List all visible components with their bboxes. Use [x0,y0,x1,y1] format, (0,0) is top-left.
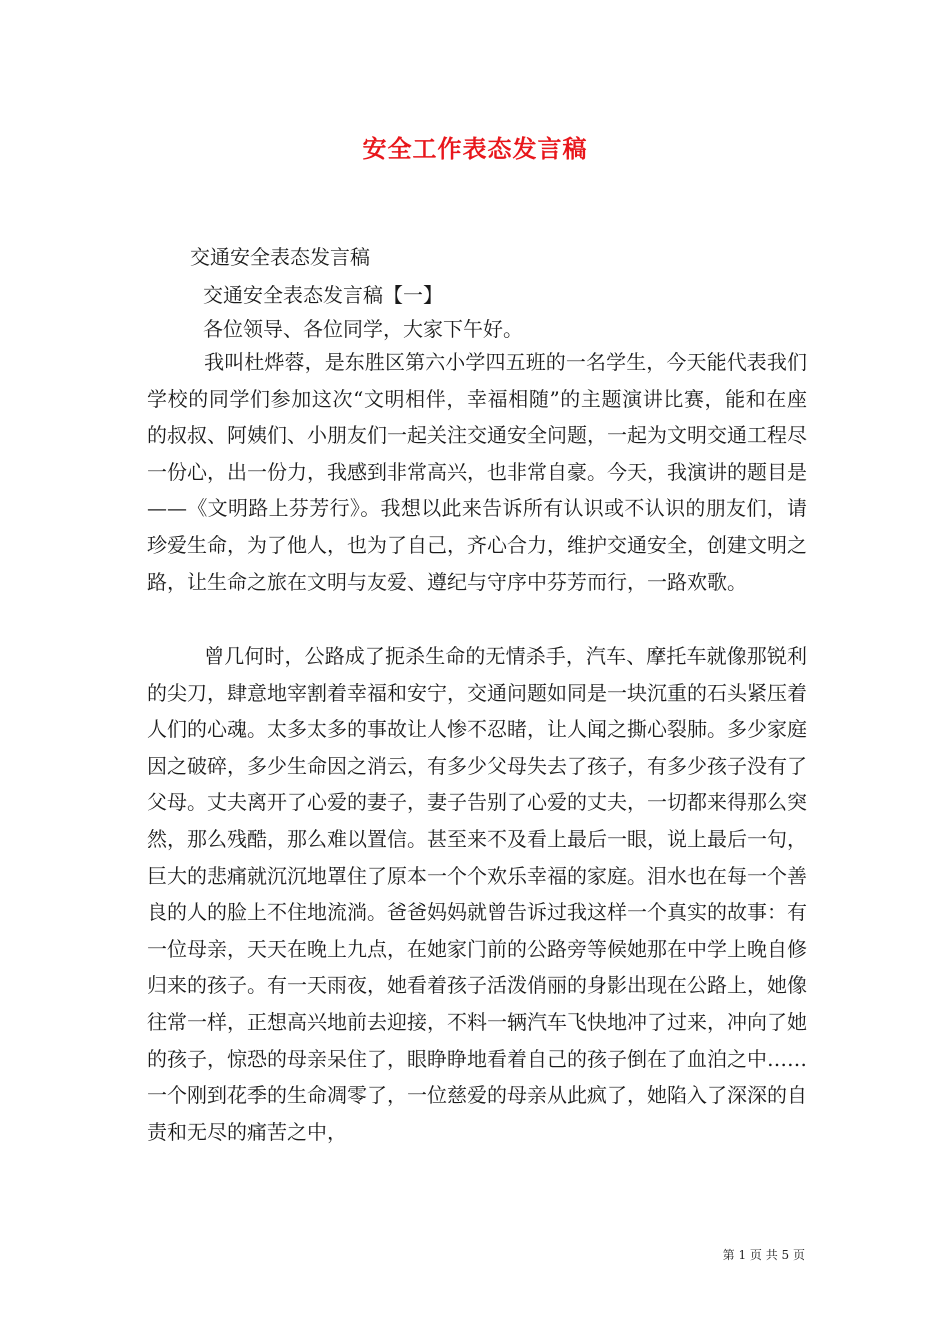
section-heading: 交通安全表态发言稿【一】 [203,283,443,307]
paragraph-1 [147,344,807,600]
paragraph-2-text: 曾几何时，公路成了扼杀生命的无情杀手，汽车、摩托车就像那锐利的尖刀，肆意地宰割着幸福和安宁，交通问题如同是一块沉重的石头紧压着人们的心魂。太多太多的事故让人惨不忍睹，让人闻之撕心裂肺。多少家庭因之破碎，多少生命因之消云，有多少父母失去了孩子，有多少孩子没有了父母。丈夫离开了心爱的妻子，妻子告别了心爱的丈夫，一切都来得那么突然，那么残酷，那么难以置信。甚至来不及看上最后一眼，说上最后一句，巨大的悲痛就沉沉地罩住了原本一个个欢乐幸福的家庭。泪水也在每一个善良的人的脸上不住地流淌。爸爸妈妈就曾告诉过我这样一个真实的故事：有一位母亲，天天在晚上九点，在她家门前的公路旁等候她那在中学上晚自修归来的孩子。有一天雨夜，她看着孩子活泼俏丽的身影出现在公路上，她像往常一样，正想高兴地前去迎接，不料一辆汽车飞快地冲了过来，冲向了她的孩子，惊恐的母亲呆住了，眼睁睁地看着自己的孩子倒在了血泊之中……一个刚到花季的生命凋零了，一位慈爱的母亲从此疯了，她陷入了深深的自责和无尽的痛苦之中， [147,644,807,1144]
paragraph-2 [147,638,807,1150]
document-title: 安全工作表态发言稿 [362,134,588,163]
greeting-line: 各位领导、各位同学，大家下午好。 [203,317,523,341]
page-footer: 第 1 页 共 5 页 [722,1248,805,1262]
paragraph-1-text: 我叫杜烨蓉，是东胜区第六小学四五班的一名学生，今天能代表我们学校的同学们参加这次“文明相伴，幸福相随”的主题演讲比赛，能和在座的叔叔、阿姨们、小朋友们一起关注交通安全问题，一起为文明交通工程尽一份心，出一份力，我感到非常高兴，也非常自豪。今天，我演讲的题目是——《文明路上芬芳行》。我想以此来告诉所有认识或不认识的朋友们，请珍爱生命，为了他人，也为了自己，齐心合力，维护交通安全，创建文明之路，让生命之旅在文明与友爱、遵纪与守序中芬芳而行，一路欢歌。 [147,350,807,594]
document-subtitle: 交通安全表态发言稿 [190,245,370,269]
